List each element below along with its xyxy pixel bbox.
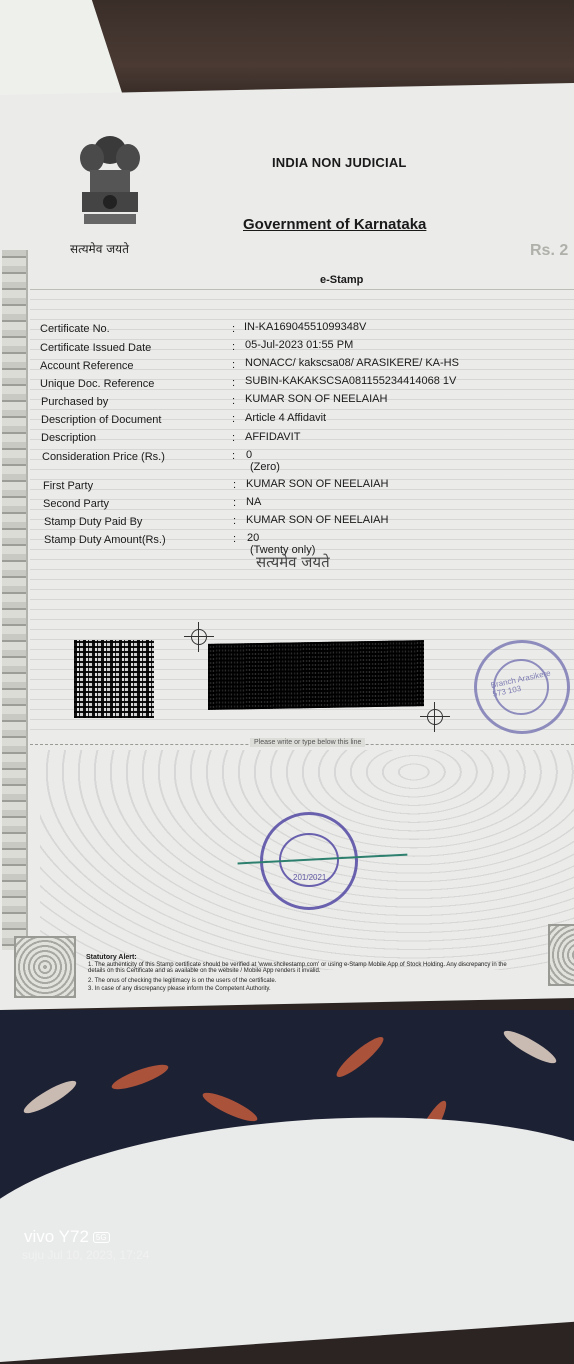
field-value: AFFIDAVIT	[245, 431, 301, 443]
field-label: Description of Document	[41, 414, 162, 426]
field-value: 05-Jul-2023 01:55 PM	[245, 339, 354, 351]
field-colon: :	[232, 323, 236, 335]
field-label: Stamp Duty Paid By	[44, 516, 143, 528]
field-label: Description	[41, 432, 97, 444]
doc-type: e-Stamp	[320, 274, 364, 286]
qr-code	[74, 640, 154, 718]
stamp-number: 201/2021	[293, 873, 327, 882]
center-motto: सत्यमेव जयते	[256, 553, 330, 571]
field-colon: :	[233, 479, 237, 491]
emblem-caption: सत्यमेव जयते	[70, 242, 129, 256]
field-colon: :	[233, 533, 237, 545]
field-colon: :	[232, 395, 236, 407]
corner-ornament-left	[14, 936, 76, 998]
amount-mark: Rs. 2	[530, 242, 569, 259]
field-colon: :	[232, 377, 236, 389]
field-label: Certificate Issued Date	[40, 342, 152, 354]
field-value: IN-KA16904551099348V	[244, 321, 367, 333]
field-value: 20	[247, 532, 260, 544]
field-label: Consideration Price (Rs.)	[42, 451, 165, 463]
field-value: Article 4 Affidavit	[245, 412, 327, 424]
field-label: Stamp Duty Amount(Rs.)	[44, 534, 166, 546]
field-label: First Party	[43, 480, 94, 492]
header-title: INDIA NON JUDICIAL	[272, 155, 407, 170]
ashoka-emblem-icon	[68, 128, 152, 238]
field-subvalue: (Twenty only)	[250, 544, 316, 556]
field-value: 0	[246, 449, 253, 461]
decorative-border	[2, 250, 28, 950]
government-title: Government of Karnataka	[243, 216, 427, 233]
field-value: KUMAR SON OF NEELAIAH	[246, 478, 389, 490]
field-label: Account Reference	[40, 360, 134, 372]
field-value: KUMAR SON OF NEELAIAH	[245, 393, 388, 405]
statutory-alert-2: 2. The onus of checking the legitimacy is on the users of the certificate.	[88, 978, 277, 984]
field-colon: :	[232, 341, 236, 353]
field-label: Purchased by	[41, 396, 109, 408]
field-subvalue: (Zero)	[250, 461, 280, 473]
branch-seal	[474, 640, 570, 734]
camera-badge: 5G	[93, 1232, 110, 1243]
field-label: Unique Doc. Reference	[40, 378, 155, 390]
field-value: NA	[246, 496, 262, 508]
field-colon: :	[232, 450, 236, 462]
statutory-alert-3: 3. In case of any discrepancy please inform the Competent Authority.	[88, 986, 271, 992]
corner-ornament-right	[548, 924, 574, 986]
field-value: KUMAR SON OF NEELAIAH	[246, 514, 389, 526]
field-value: NONACC/ kakscsa08/ ARASIKERE/ KA-HS	[245, 357, 459, 369]
camera-device: vivo Y72 5G	[24, 1227, 110, 1247]
statutory-alert-title: Statutory Alert:	[86, 954, 137, 961]
field-colon: :	[232, 359, 236, 371]
field-colon: :	[233, 515, 237, 527]
statutory-alert-1: 1. The authenticity of this Stamp certificate should be verified at 'www.shcilestamp.com' or using e-Stamp Mobile App of Stock Holding. Any discrepancy in the details on this Certificate and as available on the website / Mobile App renders it invalid.	[88, 962, 507, 974]
divider	[30, 289, 574, 290]
field-label: Second Party	[43, 498, 110, 510]
field-colon: :	[233, 497, 237, 509]
camera-datetime: suju Jul 10, 2023, 17:24	[22, 1248, 150, 1262]
field-value: SUBIN-KAKAKSCSA081155234414068 1V	[245, 375, 457, 387]
redacted-barcode	[208, 640, 424, 710]
field-colon: :	[232, 413, 236, 425]
field-colon: :	[232, 432, 236, 444]
seal-text: Branch Arasikere 573 103	[489, 668, 552, 699]
registration-mark	[420, 702, 450, 732]
write-below-label: Please write or type below this line	[250, 738, 365, 747]
field-label: Certificate No.	[40, 323, 110, 335]
